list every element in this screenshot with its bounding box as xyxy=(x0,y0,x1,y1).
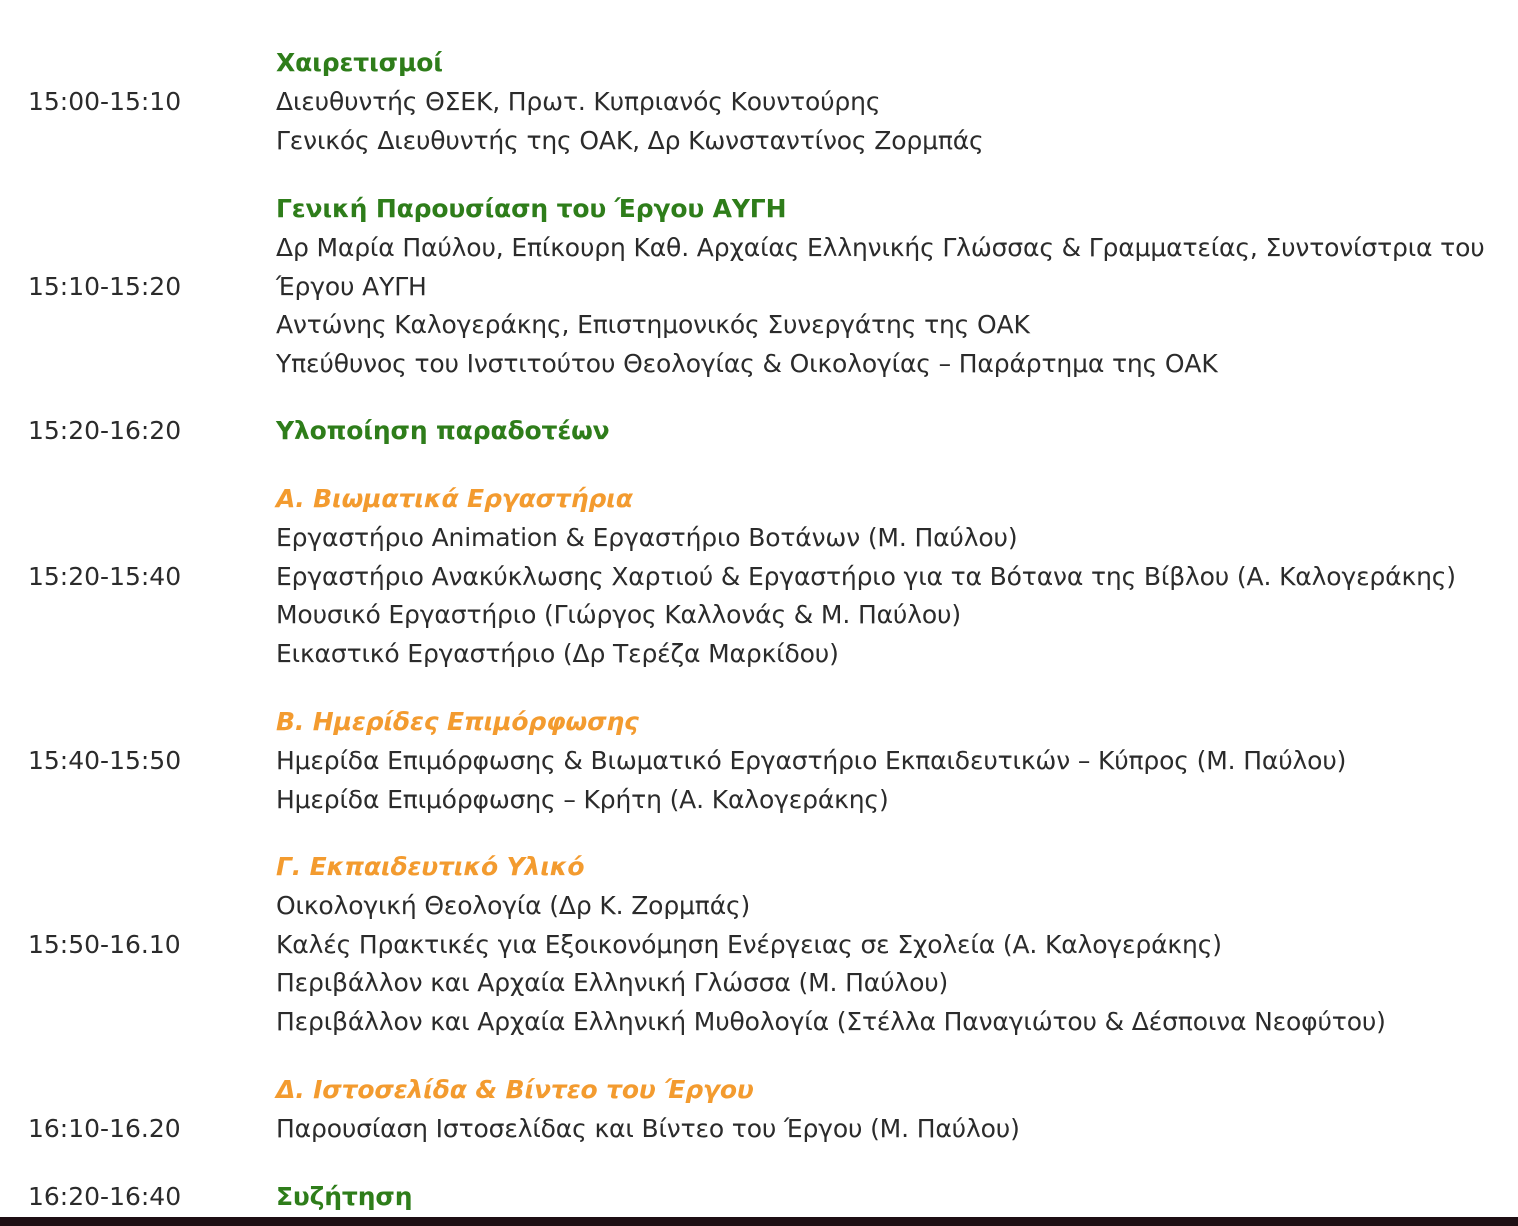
session-title: Χαιρετισμοί xyxy=(276,48,443,77)
session-title: Υλοποίηση παραδοτέων xyxy=(276,416,610,445)
session-speaker-line: Μουσικό Εργαστήριο (Γιώργος Καλλονάς & Μ. Παύλου) xyxy=(276,600,961,630)
session-speaker-line: Γενικός Διευθυντής της ΟΑΚ, Δρ Κωνσταντίνος Ζορμπάς xyxy=(276,125,984,155)
session-content xyxy=(276,190,1498,384)
session-speaker-line: Περιβάλλον και Αρχαία Ελληνική Μυθολογία (Στέλλα Παναγιώτου & Δέσποινα Νεοφύτου) xyxy=(276,1007,1386,1037)
session-speaker-line: Διευθυντής ΘΣΕΚ, Πρωτ. Κυπριανός Κουντούρης xyxy=(276,86,881,116)
bottom-dark-strip xyxy=(0,1217,1518,1226)
session-content xyxy=(276,480,1498,674)
session-content xyxy=(276,1071,1498,1149)
session-speaker-line: Εικαστικό Εργαστήριο (Δρ Τερέζα Μαρκίδου) xyxy=(276,639,839,669)
session-title: Δ. Ιστοσελίδα & Βίντεο του Έργου xyxy=(276,1075,754,1104)
session-time: 15:00-15:10 xyxy=(28,86,182,116)
session-speaker-line: Οικολογική Θεολογία (Δρ Κ. Ζορμπάς) xyxy=(276,890,751,920)
session-time: 15:50-16.10 xyxy=(28,929,181,959)
session-time: 15:20-15:40 xyxy=(28,561,182,591)
session-content xyxy=(276,703,1498,819)
session-content xyxy=(276,848,1498,1042)
session-title: Β. Ημερίδες Επιμόρφωσης xyxy=(276,707,639,736)
session-time: 15:10-15:20 xyxy=(28,271,182,301)
session-speaker-line: Περιβάλλον και Αρχαία Ελληνική Γλώσσα (Μ. Παύλου) xyxy=(276,968,949,998)
session-title: Γενική Παρουσίαση του Έργου ΑΥΓΗ xyxy=(276,194,787,223)
session-time: 15:20-16:20 xyxy=(28,416,182,445)
session-time: 16:10-16.20 xyxy=(28,1113,181,1143)
session-content xyxy=(276,412,1498,451)
session-speaker-line: Εργαστήριο Animation & Εργαστήριο Βοτάνων (Μ. Παύλου) xyxy=(276,522,1018,552)
session-time: 16:20-16:40 xyxy=(28,1182,182,1211)
session-content xyxy=(276,1178,1498,1217)
session-speaker-line: Εργαστήριο Ανακύκλωσης Χαρτιού & Εργαστήριο για τα Βότανα της Βίβλου (Α. Καλογεράκης) xyxy=(276,561,1456,591)
session-speaker-line: Υπεύθυνος του Ινστιτούτου Θεολογίας & Οικολογίας – Παράρτημα της ΟΑΚ xyxy=(276,349,1218,379)
session-speaker-line: Ημερίδα Επιμόρφωσης & Βιωματικό Εργαστήριο Εκπαιδευτικών – Κύπρος (Μ. Παύλου) xyxy=(276,745,1347,775)
session-title: Γ. Εκπαιδευτικό Υλικό xyxy=(276,852,585,881)
session-content xyxy=(276,44,1498,160)
session-title: Α. Βιωματικά Εργαστήρια xyxy=(276,484,633,513)
session-speaker-line: Δρ Μαρία Παύλου, Επίκουρη Καθ. Αρχαίας Ελληνικής Γλώσσας & Γραμματείας, Συντονίστρια του xyxy=(276,232,1485,262)
session-speaker-line: Ημερίδα Επιμόρφωσης – Κρήτη (Α. Καλογεράκης) xyxy=(276,784,889,814)
session-speaker-line: Καλές Πρακτικές για Εξοικονόμηση Ενέργειας σε Σχολεία (Α. Καλογεράκης) xyxy=(276,929,1222,959)
session-speaker-line: Αντώνης Καλογεράκης, Επιστημονικός Συνεργάτης της ΟΑΚ xyxy=(276,310,1030,340)
session-time: 15:40-15:50 xyxy=(28,745,182,775)
session-title: Συζήτηση xyxy=(276,1182,413,1211)
session-speaker-line: Παρουσίαση Ιστοσελίδας και Βίντεο του Έργου (Μ. Παύλου) xyxy=(276,1113,1020,1143)
session-speaker-line: Έργου ΑΥΓΗ xyxy=(276,271,427,301)
